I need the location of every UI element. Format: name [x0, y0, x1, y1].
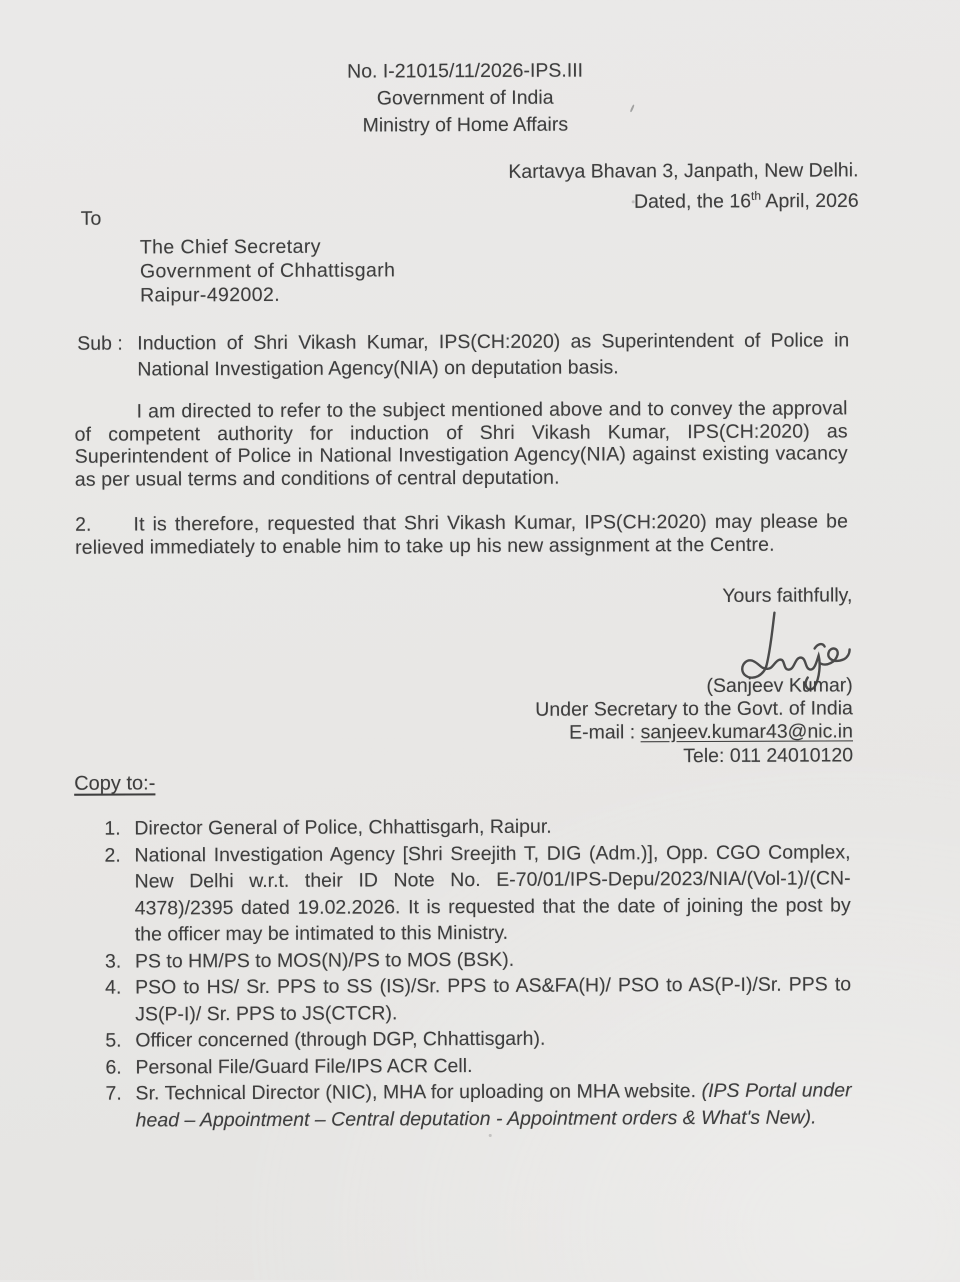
- item-text-italic: (IPS Portal under head – Appointment – Central deputation - Appointment orders & What's New).: [136, 1079, 852, 1131]
- scan-artifact: [489, 1134, 492, 1137]
- copy-item-7: [105, 1077, 851, 1133]
- body-paragraph-2: [75, 510, 848, 558]
- office-address: Kartavya Bhavan 3, Janpath, New Delhi.: [508, 158, 858, 184]
- copy-item-5: [105, 1024, 851, 1054]
- date-suffix: April, 2026: [761, 189, 859, 211]
- body-paragraph-1: I am directed to refer to the subject mentioned above and to convey the approval of competent authority for induction of Shri Vikash Kumar, IPS(CH:2020) as Superintendent of Police in National Investigation Agency(NIA) against existing vacancy as per usual terms and conditions of central deputation.: [75, 397, 848, 490]
- item-number: 5.: [105, 1028, 135, 1055]
- copy-item-2: [104, 839, 850, 948]
- org-government: Government of India: [0, 83, 932, 114]
- copy-to-heading: Copy to:-: [74, 772, 155, 795]
- signer-telephone: Tele: 011 24010120: [683, 744, 853, 768]
- item-text: Personal File/Guard File/IPS ACR Cell.: [135, 1051, 851, 1081]
- subject-label: Sub :: [77, 330, 137, 382]
- copy-item-6: [105, 1051, 851, 1081]
- item-text-normal: Sr. Technical Director (NIC), MHA for uploading on MHA website.: [135, 1080, 701, 1104]
- recipient-address: [140, 234, 396, 307]
- paragraph-text: It is therefore, requested that Shri Vikash Kumar, IPS(CH:2020) may please be relieved immediately to enable him to take up his new assignment at the Centre.: [75, 510, 848, 558]
- closing-salutation: Yours faithfully,: [722, 584, 852, 608]
- copy-item-4: [105, 971, 851, 1027]
- item-text: Director General of Police, Chhattisgarh, Raipur.: [134, 812, 850, 842]
- recipient-city: Raipur-492002.: [140, 282, 395, 307]
- signer-email-line: [569, 720, 853, 744]
- copy-item-3: [105, 945, 851, 975]
- item-number: 3.: [105, 948, 135, 975]
- subject-row: [77, 327, 849, 382]
- copy-item-1: [104, 812, 850, 842]
- item-text: [135, 1077, 851, 1133]
- paragraph-number: 2.: [75, 514, 92, 536]
- scan-artifact: [632, 200, 635, 203]
- item-number: 6.: [105, 1054, 135, 1081]
- to-label: To: [81, 208, 102, 231]
- subject-text: Induction of Shri Vikash Kumar, IPS(CH:2020) as Superintendent of Police in National Investigation Agency(NIA) on deputation basis.: [137, 327, 849, 382]
- item-text: PS to HM/PS to MOS(N)/PS to MOS (BSK).: [135, 945, 851, 975]
- item-number: 7.: [105, 1081, 135, 1134]
- reference-number: No. I-21015/11/2026-IPS.III: [0, 56, 932, 87]
- org-ministry: Ministry of Home Affairs: [0, 110, 932, 141]
- signer-name: (Sanjeev Kumar): [706, 674, 852, 698]
- copy-to-list: [104, 812, 851, 1133]
- date-prefix: Dated, the 16: [634, 190, 751, 213]
- letter-header: [0, 56, 932, 141]
- letter-date: [508, 183, 858, 215]
- item-text: PSO to HS/ Sr. PPS to SS (IS)/Sr. PPS to AS&FA(H)/ PSO to AS(P-I)/Sr. PPS to JS(P-I)/ Sr. PPS to JS(CTCR).: [135, 971, 851, 1027]
- item-text: Officer concerned (through DGP, Chhattisgarh).: [135, 1024, 851, 1054]
- item-text: National Investigation Agency [Shri Sreejith T, DIG (Adm.)], Opp. CGO Complex, New Delhi w.r.t. their ID Note No. E-70/01/IPS-Depu/2023/NIA/(Vol-1)/(CN-4378)/2395 dated 19.02.2026. It is requested that the date of joining the post by the officer may be intimated to this Ministry.: [134, 839, 850, 948]
- recipient-org: Government of Chhattisgarh: [140, 258, 395, 283]
- email-label: E-mail :: [569, 721, 641, 743]
- recipient-name: The Chief Secretary: [140, 234, 395, 259]
- item-number: 2.: [104, 842, 134, 948]
- office-address-date: [508, 158, 858, 214]
- signer-designation: Under Secretary to the Govt. of India: [535, 697, 853, 721]
- date-superscript: th: [751, 188, 761, 202]
- email-address: sanjeev.kumar43@nic.in: [641, 720, 853, 743]
- item-number: 1.: [104, 816, 134, 843]
- item-number: 4.: [105, 975, 135, 1028]
